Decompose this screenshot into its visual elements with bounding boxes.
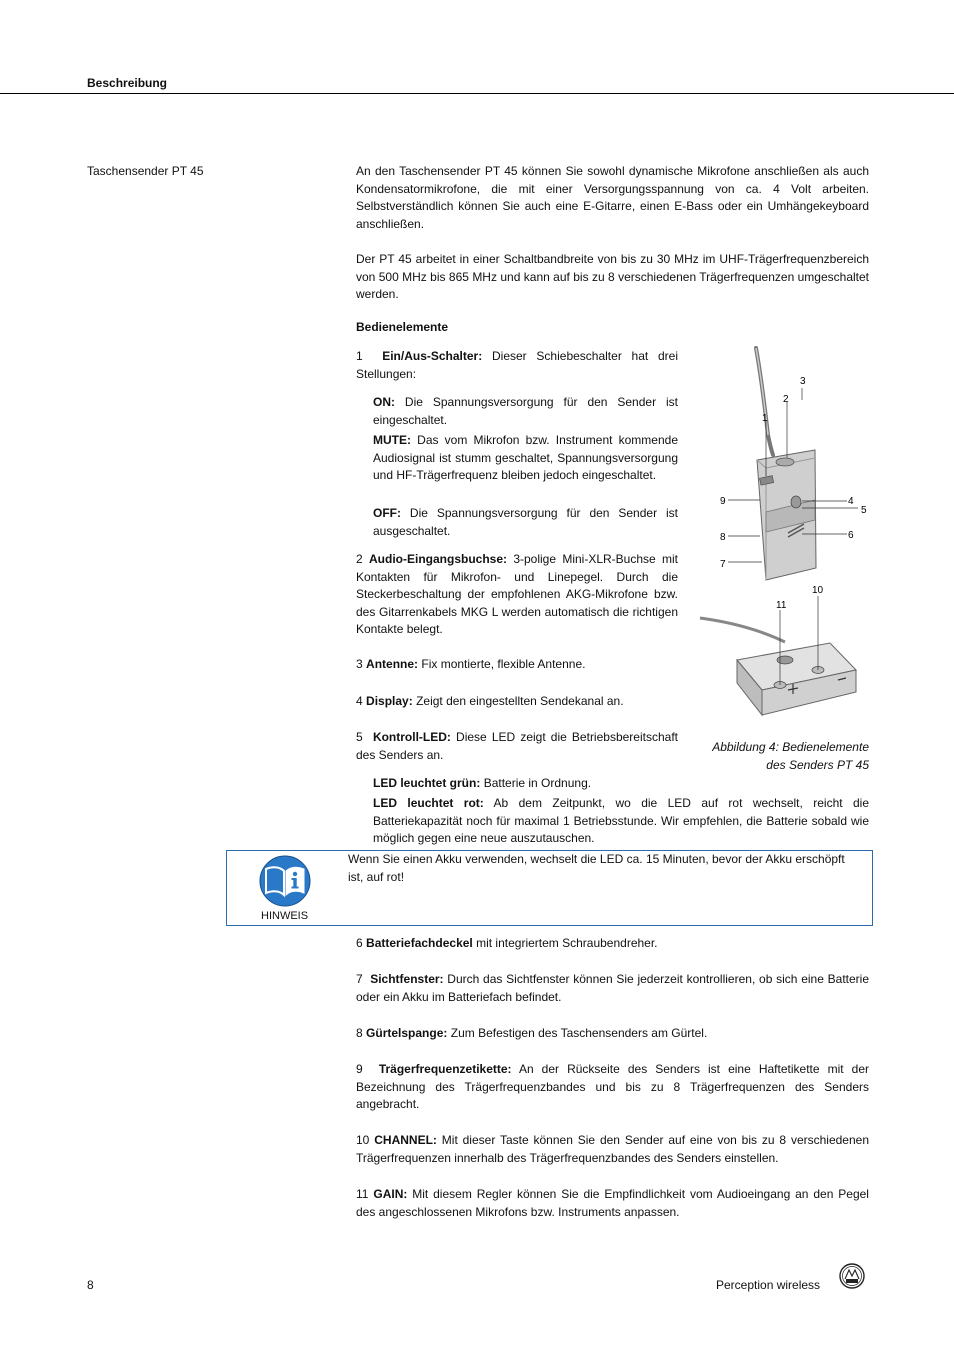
controls-heading: Bedienelemente [356,320,449,334]
item-text: Mit diesem Regler können Sie die Empfindlichkeit vom Audioeingang an den Pegel des angeschlossenen Mikrofons bzw. Instruments anpassen. [356,1187,869,1219]
switch-mute-description [373,432,678,485]
off-label: OFF: [373,506,401,520]
label-11: 11 [776,600,787,611]
led-red-description [373,795,869,848]
item-number: 4 [356,694,363,708]
switch-on-description [373,394,678,429]
item-label: Trägerfrequenzetikette: [378,1062,512,1076]
mute-text: Das vom Mikrofon bzw. Instrument kommende Audiosignal ist stumm geschaltet, Spannungsversorgung und HF-Trägerfrequenz bleiben jedoch eingeschaltet. [373,433,678,482]
control-item-10 [356,1132,869,1167]
item-label: GAIN: [373,1187,408,1201]
control-item-7 [356,971,869,1006]
on-text: Die Spannungsversorgung für den Sender ist eingeschaltet. [373,395,678,427]
label-10: 10 [812,585,824,596]
control-item-8 [356,1025,869,1043]
label-4: 4 [848,496,854,507]
label-1: 1 [762,413,768,424]
item-label: CHANNEL: [374,1133,437,1147]
item-number: 1 [356,349,363,363]
item-label: Kontroll-LED: [372,730,451,744]
item-text: An der Rückseite des Senders ist eine Haftetikette mit der Bezeichnung des Trägerfrequenzbandes und bis zu 8 Trägerfrequenzen des Senders angebracht. [356,1062,870,1111]
caption-line-2: des Senders PT 45 [766,757,869,772]
item-number: 5 [356,730,363,744]
section-title: Taschensender PT 45 [87,164,204,178]
label-5: 5 [861,505,867,516]
label-6: 6 [848,530,854,541]
off-text: Die Spannungsversorgung für den Sender ist ausgeschaltet. [373,506,678,538]
label-9: 9 [720,496,726,507]
control-item-1 [356,348,678,383]
control-item-5 [356,729,678,764]
item-number: 3 [356,657,363,671]
bottom-antenna [700,618,785,642]
item-label: Batteriefachdeckel [366,936,473,950]
red-label: LED leuchtet rot: [373,796,484,810]
transmitter-illustration [690,340,880,725]
label-8: 8 [720,532,726,543]
footer-brand: Perception wireless [716,1278,821,1292]
item-text: Diese LED zeigt die Betriebsbereitschaft des Senders an. [356,730,678,762]
page-number: 8 [87,1278,94,1292]
display-window [791,496,801,508]
item-number: 11 [356,1187,369,1201]
item-label: Sichtfenster: [370,972,444,986]
note-label: HINWEIS [261,910,309,922]
item-text: Zum Befestigen des Taschensenders am Gürtel. [450,1026,708,1040]
item-text: Zeigt den eingestellten Sendekanal an. [416,694,624,708]
control-item-11 [356,1186,869,1221]
item-label: Display: [366,694,413,708]
label-7: 7 [720,559,726,570]
control-item-9 [356,1061,869,1114]
figure-caption [700,739,869,774]
akg-logo-icon [838,1262,866,1290]
header-title: Beschreibung [87,76,168,90]
control-item-6 [356,935,869,953]
control-item-4 [356,693,678,711]
green-text: Batterie in Ordnung. [483,776,592,790]
item-number: 10 [356,1133,370,1147]
control-item-2 [356,551,678,639]
item-label: Ein/Aus-Schalter: [382,349,483,363]
item-text: mit integriertem Schraubendreher. [476,936,658,950]
mute-label: MUTE: [373,433,411,447]
intro-paragraph-1: An den Taschensender PT 45 können Sie sowohl dynamische Mikrofone anschließen als auch Kondensatormikrofone, die mit einer Versorgungsspannung von ca. 4 Volt arbeiten. Selbstverständlich können Sie auch eine E-Gitarre, einen E-Bass oder ein Umhängekeyboard anschließen. [356,164,869,231]
led-green-description [373,775,869,793]
item-number: 6 [356,936,363,950]
item-text: Fix montierte, flexible Antenne. [421,657,586,671]
intro-paragraph-2: Der PT 45 arbeitet in einer Schaltbandbreite von bis zu 30 MHz im UHF-Trägerfrequenzbereich von 500 MHz bis 865 MHz und kann auf bis zu 8 verschiedenen Trägerfrequenzen umgeschaltet werden. [356,252,869,301]
info-book-icon [257,855,313,907]
item-label: Audio-Eingangsbuchse: [369,552,507,566]
item-text: Dieser Schiebeschalter hat drei Stellungen: [356,349,679,381]
item-number: 2 [356,552,363,566]
item-number: 7 [356,972,363,986]
label-2: 2 [783,394,789,405]
item-label: Gürtelspange: [366,1026,448,1040]
control-item-3 [356,656,678,674]
item-text: 3-polige Mini-XLR-Buchse mit Kontakten für Mikrofon- und Linepegel. Durch die Steckerbeschaltung der empfohlenen AKG-Mikrofone bzw. des Gitarrenkabels MKG L werden automatisch die richtigen Kontakte belegt. [356,552,678,636]
header-rule [0,93,954,94]
audio-input-socket [776,458,794,466]
red-text: Ab dem Zeitpunkt, wo die LED auf rot wechselt, reicht die Batteriekapazität noch für maximal 1 Betriebsstunde. Wir empfehlen, die Batterie sobald wie möglich gegen eine neue auszutauschen. [373,796,870,845]
green-label: LED leuchtet grün: [373,776,481,790]
label-3: 3 [800,376,806,387]
item-text: Mit dieser Taste können Sie den Sender auf eine von bis zu 8 verschiedenen Trägerfrequenzen innerhalb des Trägerfrequenzbandes des Senders einstellen. [356,1133,870,1165]
item-text: Durch das Sichtfenster können Sie jederzeit kontrollieren, ob sich eine Batterie oder ein Akku im Batteriefach befindet. [356,972,869,1004]
note-text: Wenn Sie einen Akku verwenden, wechselt die LED ca. 15 Minuten, bevor der Akku erschöpft ist, auf rot! [348,852,845,884]
item-number: 9 [356,1062,363,1076]
switch-off-description [373,505,678,540]
caption-line-1: Abbildung 4: Bedienelemente [712,740,869,754]
item-number: 8 [356,1026,363,1040]
item-label: Antenne: [366,657,419,671]
on-label: ON: [373,395,395,409]
